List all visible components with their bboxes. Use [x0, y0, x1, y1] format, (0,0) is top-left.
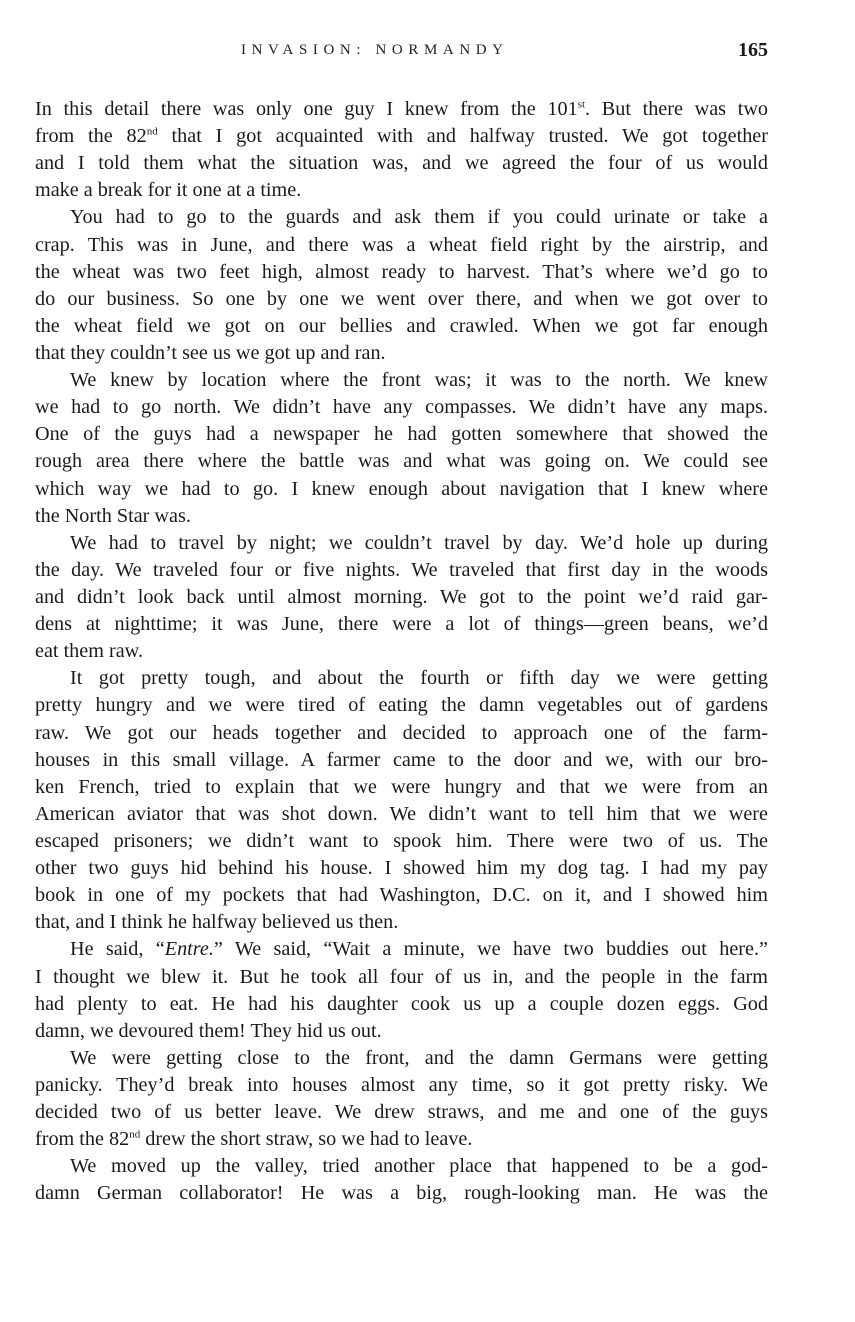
text-line: which way we had to go. I knew enough about navigation that I knew where [35, 477, 768, 500]
ordinal-superscript: nd [146, 125, 158, 138]
text-line: We knew by location where the front was; it was to the north. We knew [70, 369, 768, 392]
paragraph [35, 936, 768, 1044]
text-line: and didn’t look back until almost morning. We got to the point we’d raid gar- [35, 585, 768, 608]
text-line: pretty hungry and we were tired of eating the damn vegetables out of gardens [35, 694, 768, 717]
text-line: that, and I think he halfway believed us then. [35, 911, 399, 934]
body-text [35, 96, 768, 1207]
text-line: dens at nighttime; it was June, there were a lot of things—green beans, we’d [35, 613, 768, 636]
text-line: the wheat field we got on our bellies and crawled. When we got far enough [35, 314, 768, 337]
text-line: escaped prisoners; we didn’t want to spook him. There were two of us. The [35, 829, 768, 852]
text-line: the North Star was. [35, 504, 191, 527]
text-line: eat them raw. [35, 640, 143, 663]
text-line: We moved up the valley, tried another place that happened to be a god- [70, 1155, 768, 1178]
text-line: raw. We got our heads together and decided to approach one of the farm- [35, 721, 768, 744]
text-line: do our business. So one by one we went over there, and when we got over to [35, 287, 768, 310]
text-line: We were getting close to the front, and the damn Germans were getting [70, 1046, 768, 1069]
text-line: the wheat was two feet high, almost ready to harvest. That’s where we’d go to [35, 260, 768, 283]
text-line: You had to go to the guards and ask them if you could urinate or take a [70, 206, 768, 229]
running-title: INVASION: NORMANDY [241, 42, 509, 58]
paragraph [35, 1045, 768, 1153]
text-line: from the 82nd that I got acquainted with and halfway trusted. We got together [35, 125, 768, 148]
text-line: had plenty to eat. He had his daughter cook us up a couple dozen eggs. God [35, 992, 768, 1015]
text-line: One of the guys had a newspaper he had gotten somewhere that showed the [35, 423, 768, 446]
text-line: American aviator that was shot down. We didn’t want to tell him that we were [35, 802, 768, 825]
paragraph [35, 96, 768, 204]
text-line: the day. We traveled four or five nights. We traveled that first day in the woods [35, 558, 768, 581]
text-line: other two guys hid behind his house. I showed him my dog tag. I had my pay [35, 857, 768, 880]
paragraph [35, 665, 768, 936]
ordinal-superscript: nd [129, 1128, 141, 1141]
text-line: make a break for it one at a time. [35, 179, 302, 202]
text-line: book in one of my pockets that had Washington, D.C. on it, and I showed him [35, 884, 768, 907]
text-line: panicky. They’d break into houses almost any time, so it got pretty risky. We [35, 1073, 768, 1096]
text-line: damn German collaborator! He was a big, rough-looking man. He was the [35, 1182, 768, 1205]
text-line: houses in this small village. A farmer came to the door and we, with our bro- [35, 748, 768, 771]
running-head [0, 39, 855, 68]
text-line: In this detail there was only one guy I knew from the 101st. But there was two [35, 98, 768, 120]
paragraph [35, 1153, 768, 1207]
text-line: damn, we devoured them! They hid us out. [35, 1019, 382, 1042]
text-line: decided two of us better leave. We drew straws, and me and one of the guys [35, 1101, 768, 1124]
text-line: ken French, tried to explain that we were hungry and that we were from an [35, 775, 768, 798]
text-line: We had to travel by night; we couldn’t travel by day. We’d hole up during [70, 531, 768, 554]
text-line: He said, “Entre.” We said, “Wait a minute, we have two buddies out here.” [70, 938, 768, 961]
italic-word: Entre. [164, 938, 214, 961]
ordinal-superscript: st [577, 98, 586, 111]
text-line: I thought we blew it. But he took all four of us in, and the people in the farm [35, 965, 768, 988]
text-line: It got pretty tough, and about the fourth or fifth day we were getting [70, 667, 768, 690]
text-line: crap. This was in June, and there was a wheat field right by the airstrip, and [35, 233, 768, 256]
text-line: from the 82nd drew the short straw, so we had to leave. [35, 1128, 473, 1151]
text-line: that they couldn’t see us we got up and ran. [35, 341, 386, 364]
paragraph [35, 530, 768, 666]
paragraph [35, 367, 768, 530]
paragraph [35, 204, 768, 367]
text-line: we had to go north. We didn’t have any compasses. We didn’t have any maps. [35, 396, 768, 419]
page-number: 165 [738, 39, 768, 61]
text-line: and I told them what the situation was, and we agreed the four of us would [35, 152, 768, 175]
text-line: rough area there where the battle was and what was going on. We could see [35, 450, 768, 473]
